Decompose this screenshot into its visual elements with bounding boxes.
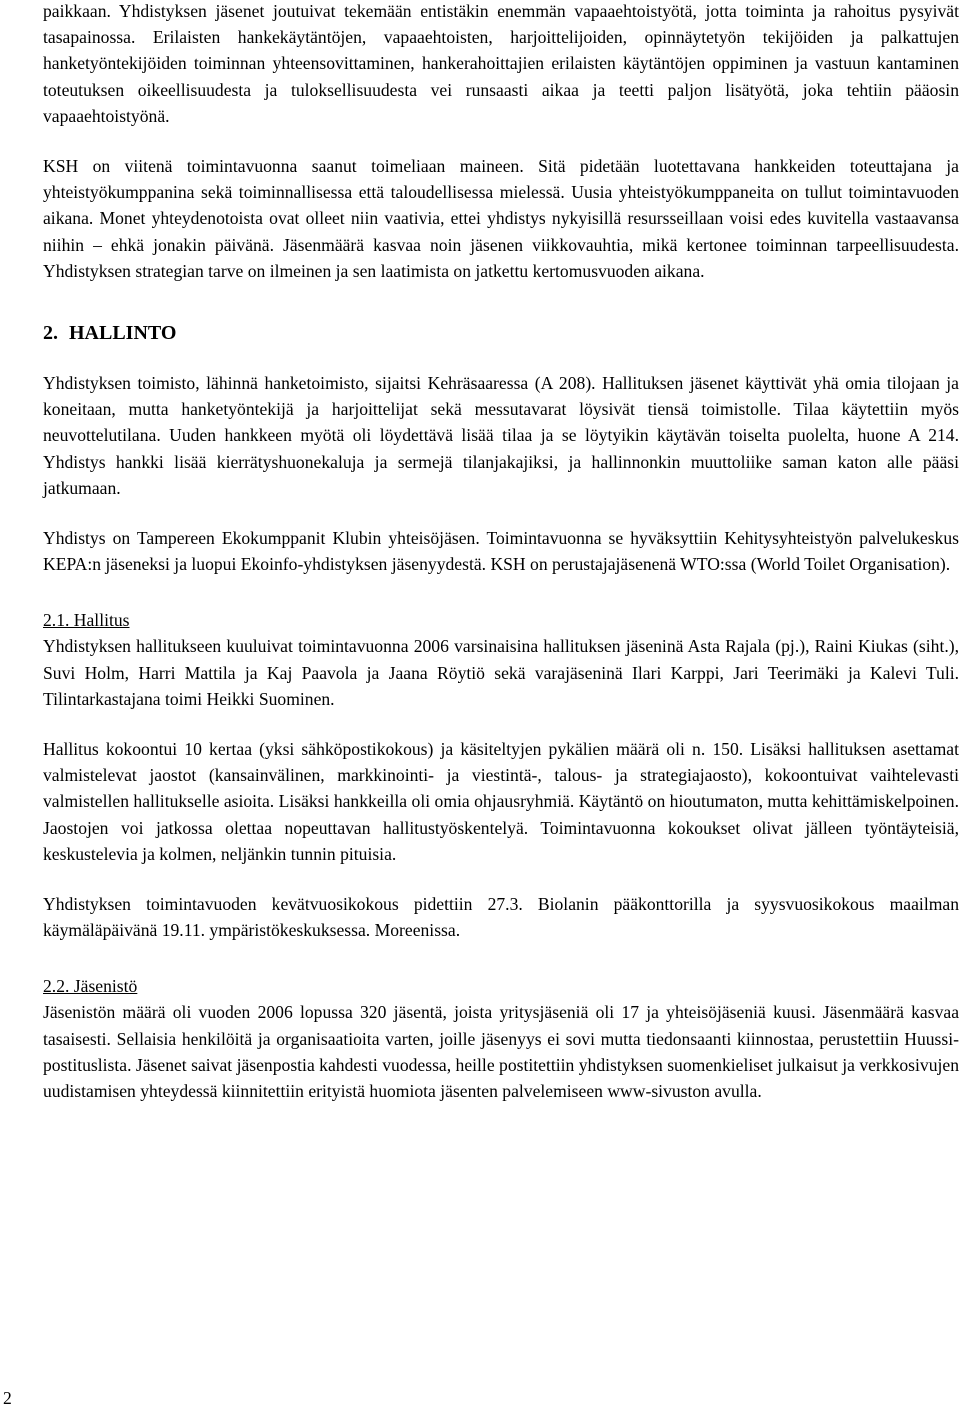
paragraph-hallitus-2: Hallitus kokoontui 10 kertaa (yksi sähköpostikokous) ja käsiteltyjen pykälien määrä oli n. 150. Lisäksi hallituksen asettamat valmistelevat jaostot (kansainvälinen, markkinointi- ja viestintä-, talous- ja strategiajaosto), kokoontuivat vaihtelevasti valmistellen hallitukselle asioita. Lisäksi hankkeilla oli omia ohjausryhmiä. Käytäntö on hioutumaton, mutta kehittämiskelpoinen. Jaostojen voi jatkossa olettaa nopeuttavan hallitustyöskentelyä. Toimintavuonna kokoukset olivat jälleen työntäyteisiä, keskustelevia ja kolmen, neljänkin tunnin pituisia. xyxy=(43,739,959,864)
paragraph-intro-1: paikkaan. Yhdistyksen jäsenet joutuivat tekemään entistäkin enemmän vapaaehtoistyötä, jotta toiminta ja rahoitus pysyivät tasapainossa. Erilaisten hankekäytäntöjen, vapaaehtoisten, harjoittelijoiden, opinnäytetyön tekijöiden ja palkattujen hanketyöntekijöiden toiminnan yhteensovittaminen, hankerahoittajien erilaisten käytäntöjen oppiminen ja vastuun kantaminen toteutuksen oikeellisuudesta ja tuloksellisuudesta vei runsaasti aikaa ja teetti paljon lisätyötä, joka tehtiin pääosin vapaaehtoistyönä. xyxy=(43,1,959,126)
page-number: 2 xyxy=(3,1388,12,1408)
paragraph-hallinto-1: Yhdistyksen toimisto, lähinnä hanketoimisto, sijaitsi Kehräsaaressa (A 208). Hallituksen jäsenet käyttivät yhä omia tilojaan ja koneitaan, mutta hanketyöntekijä ja harjoittelijat sekä messutavarat löysivät tiensä toimistolle. Tilaa käytettiin myös neuvottelutilana. Uuden hankkeen myötä oli löydettävä lisää tilaa ja se löytyikin käytävän toiselta puolelta, huone A 214. Yhdistys hankki lisää kierrätyshuonekaluja ja sermejä tilanjakajiksi, ja hallinnonkin muuttoliike saman katon alle pääsi jatkumaan. xyxy=(43,373,959,498)
paragraph-hallitus-3: Yhdistyksen toimintavuoden kevätvuosikokous pidettiin 27.3. Biolanin pääkonttorilla ja syysvuosikokous maailman käymäläpäivänä 19.11. ympäristökeskuksessa. Moreenissa. xyxy=(43,894,959,941)
section-heading-hallinto: 2. HALLINTO xyxy=(43,322,177,345)
paragraph-hallitus-1: Yhdistyksen hallitukseen kuuluivat toimintavuonna 2006 varsinaisina hallituksen jäseninä Asta Rajala (pj.), Raini Kiukas (siht.), Suvi Holm, Harri Mattila ja Kaj Paavola ja Jaana Röytiö sekä varajäseninä Ilari Karppi, Jari Teerimäki ja Kalevi Tuli. Tilintarkastajana toimi Heikki Suominen. xyxy=(43,636,959,709)
paragraph-jasenisto-1: Jäsenistön määrä oli vuoden 2006 lopussa 320 jäsentä, joista yritysjäseniä oli 17 ja yhteisöjäseniä kuusi. Jäsenmäärä kasvaa tasaisesti. Sellaisia henkilöitä ja organisaatioita varten, joille jäsenyys ei sovi mutta tiedonsaanti kiinnostaa, perustettiin Huussi-postituslista. Jäsenet saivat jäsenpostia kahdesti vuodessa, heille postitettiin yhdistyksen suomenkieliset julkaisut ja verkkosivujen uudistamisen yhteydessä kiinnitettiin erityistä huomiota jäsenten palvelemiseen www-sivuston avulla. xyxy=(43,1002,959,1102)
document-page xyxy=(43,0,959,1104)
subsection-heading-hallitus: 2.1. Hallitus xyxy=(43,610,130,631)
subsection-heading-jasenisto: 2.2. Jäsenistö xyxy=(43,976,138,997)
paragraph-intro-2: KSH on viitenä toimintavuonna saanut toimeliaan maineen. Sitä pidetään luotettavana hankkeiden toteuttajana ja yhteistyökumppanina sekä toiminnallisessa että taloudellisessa mielessä. Uusia yhteistyökumppaneita on tullut toimintavuoden aikana. Monet yhteydenotoista ovat olleet niin vaativia, ettei yhdistys nykyisillä resursseillaan voisi edes kuvitella vastaavansa niihin – ehkä jonakin päivänä. Jäsenmäärä kasvaa noin jäsenen viikkovauhtia, mikä kertonee toiminnan tarpeellisuudesta. Yhdistyksen strategian tarve on ilmeinen ja sen laatimista on jatkettu kertomusvuoden aikana. xyxy=(43,156,959,281)
paragraph-hallinto-2: Yhdistys on Tampereen Ekokumppanit Klubin yhteisöjäsen. Toimintavuonna se hyväksyttiin Kehitysyhteistyön palvelukeskus KEPA:n jäseneksi ja luopui Ekoinfo-yhdistyksen jäsenyydestä. KSH on perustajajäsenenä WTO:ssa (World Toilet Organisation). xyxy=(43,528,959,575)
